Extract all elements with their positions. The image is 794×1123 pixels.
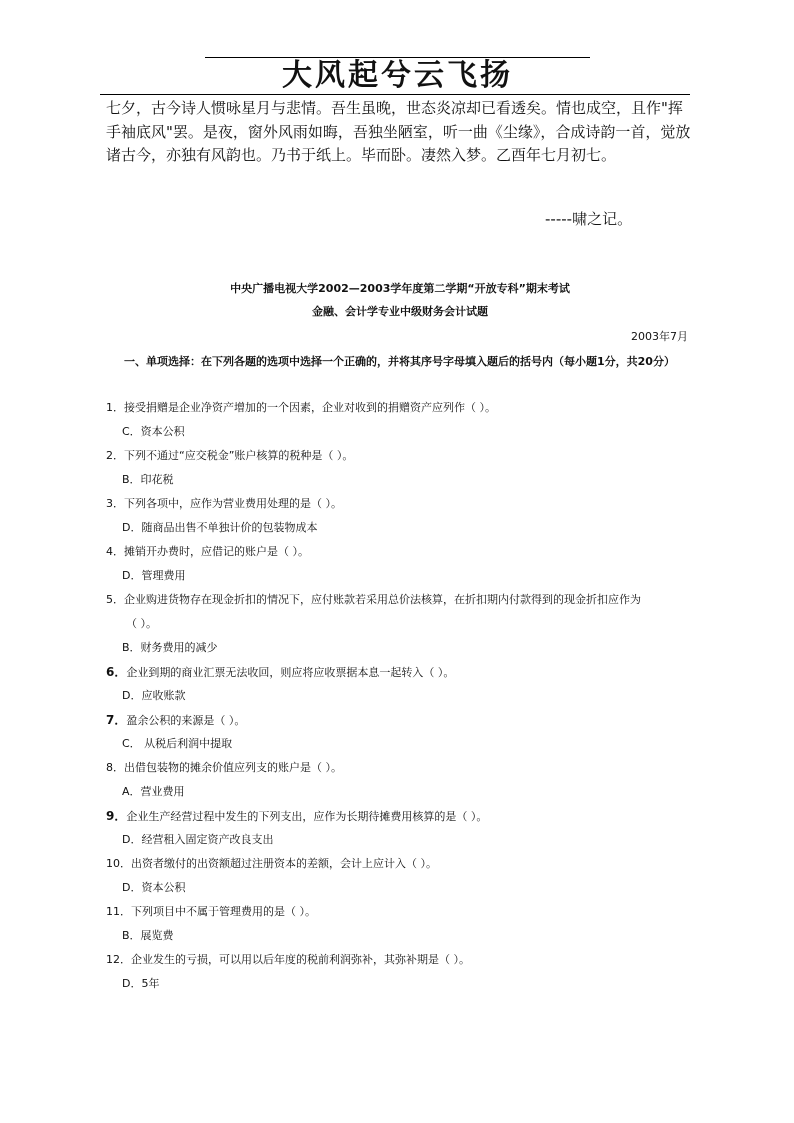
question-number: 5． xyxy=(106,593,124,606)
question-list xyxy=(106,396,696,996)
question-text: 盈余公积的来源是（ ）。 xyxy=(126,714,246,727)
question-item xyxy=(106,396,696,444)
question-item xyxy=(106,540,696,588)
question-text: 接受捐赠是企业净资产增加的一个因素，企业对收到的捐赠资产应列作（ ）。 xyxy=(124,401,496,414)
question-number: 12． xyxy=(106,953,131,966)
question-line xyxy=(106,588,696,612)
question-text: 出资者缴付的出资额超过注册资本的差额，会计上应计入（ ）。 xyxy=(131,857,437,870)
question-number: 10． xyxy=(106,857,131,870)
question-item xyxy=(106,492,696,540)
question-line xyxy=(106,660,696,684)
question-item xyxy=(106,756,696,804)
question-item xyxy=(106,948,696,996)
question-answer: D．管理费用 xyxy=(122,569,186,582)
question-answer: C．资本公积 xyxy=(122,425,185,438)
question-item xyxy=(106,444,696,492)
question-item xyxy=(106,660,696,708)
question-answer: D．经营租入固定资产改良支出 xyxy=(122,833,274,846)
question-text: 企业发生的亏损，可以用以后年度的税前利润弥补，其弥补期是（ ）。 xyxy=(131,953,470,966)
question-text: 企业生产经营过程中发生的下列支出，应作为长期待摊费用核算的是（ ）。 xyxy=(126,810,488,823)
question-continuation: （ ）。 xyxy=(126,617,157,630)
question-answer: B．印花税 xyxy=(122,473,174,486)
question-number: 7． xyxy=(106,713,127,727)
question-answer: B．财务费用的减少 xyxy=(122,641,218,654)
question-answer: C． 从税后利润中提取 xyxy=(122,737,233,750)
question-line xyxy=(106,492,696,516)
question-answer: D．随商品出售不单独计价的包装物成本 xyxy=(122,521,318,534)
question-line xyxy=(106,900,696,924)
header-rule-bottom xyxy=(100,94,690,95)
question-item xyxy=(106,900,696,948)
question-item xyxy=(106,588,696,660)
question-text: 企业到期的商业汇票无法收回，则应将应收票据本息一起转入（ ）。 xyxy=(126,666,455,679)
question-answer: A．营业费用 xyxy=(122,785,185,798)
question-text: 摊销开办费时，应借记的账户是（ ）。 xyxy=(124,545,309,558)
question-line xyxy=(106,852,696,876)
question-answer: B．展览费 xyxy=(122,929,174,942)
question-number: 8． xyxy=(106,761,124,774)
question-item xyxy=(106,804,696,852)
intro-signature: -----啸之记。 xyxy=(545,210,633,228)
question-line xyxy=(106,396,696,420)
question-number: 6． xyxy=(106,665,127,679)
question-text: 下列各项中，应作为营业费用处理的是（ ）。 xyxy=(124,497,342,510)
question-text: 出借包装物的摊余价值应列支的账户是（ ）。 xyxy=(124,761,342,774)
question-answer: D．5年 xyxy=(122,977,160,990)
header-banner: 大风起兮云飞扬 xyxy=(282,58,513,93)
question-number: 1． xyxy=(106,401,124,414)
question-answer: D．资本公积 xyxy=(122,881,186,894)
question-line xyxy=(106,708,696,732)
section-heading: 一、单项选择：在下列各题的选项中选择一个正确的，并将其序号字母填入题后的括号内（每小题1分，共20分） xyxy=(124,355,675,368)
exam-subtitle: 金融、会计学专业中级财务会计试题 xyxy=(312,305,488,318)
question-answer: D．应收账款 xyxy=(122,689,186,702)
question-text: 企业购进货物存在现金折扣的情况下，应付账款若采用总价法核算，在折扣期内付款得到的现金折扣应作为 xyxy=(124,593,641,606)
question-number: 11． xyxy=(106,905,131,918)
question-number: 4． xyxy=(106,545,124,558)
question-number: 2． xyxy=(106,449,124,462)
question-text: 下列不通过“应交税金”账户核算的税种是（ ）。 xyxy=(124,449,354,462)
question-item xyxy=(106,708,696,756)
question-text: 下列项目中不属于管理费用的是（ ）。 xyxy=(131,905,316,918)
exam-date: 2003年7月 xyxy=(631,330,688,343)
question-line xyxy=(106,948,696,972)
question-line xyxy=(106,540,696,564)
question-line xyxy=(106,444,696,468)
question-number: 3． xyxy=(106,497,124,510)
question-line xyxy=(106,804,696,828)
intro-paragraph: 七夕，古今诗人惯咏星月与悲情。吾生虽晚，世态炎凉却已看透矣。情也成空，且作"挥手袖底风"罢。是夜，窗外风雨如晦，吾独坐陋室，听一曲《尘缘》，合成诗韵一首，觉放诸古今，亦独有风韵也。乃书于纸上。毕而卧。凄然入梦。乙酉年七月初七。 xyxy=(106,99,691,164)
question-line xyxy=(106,756,696,780)
question-number: 9． xyxy=(106,809,127,823)
exam-title: 中央广播电视大学2002—2003学年度第二学期“开放专科”期末考试 xyxy=(230,282,570,295)
question-item xyxy=(106,852,696,900)
